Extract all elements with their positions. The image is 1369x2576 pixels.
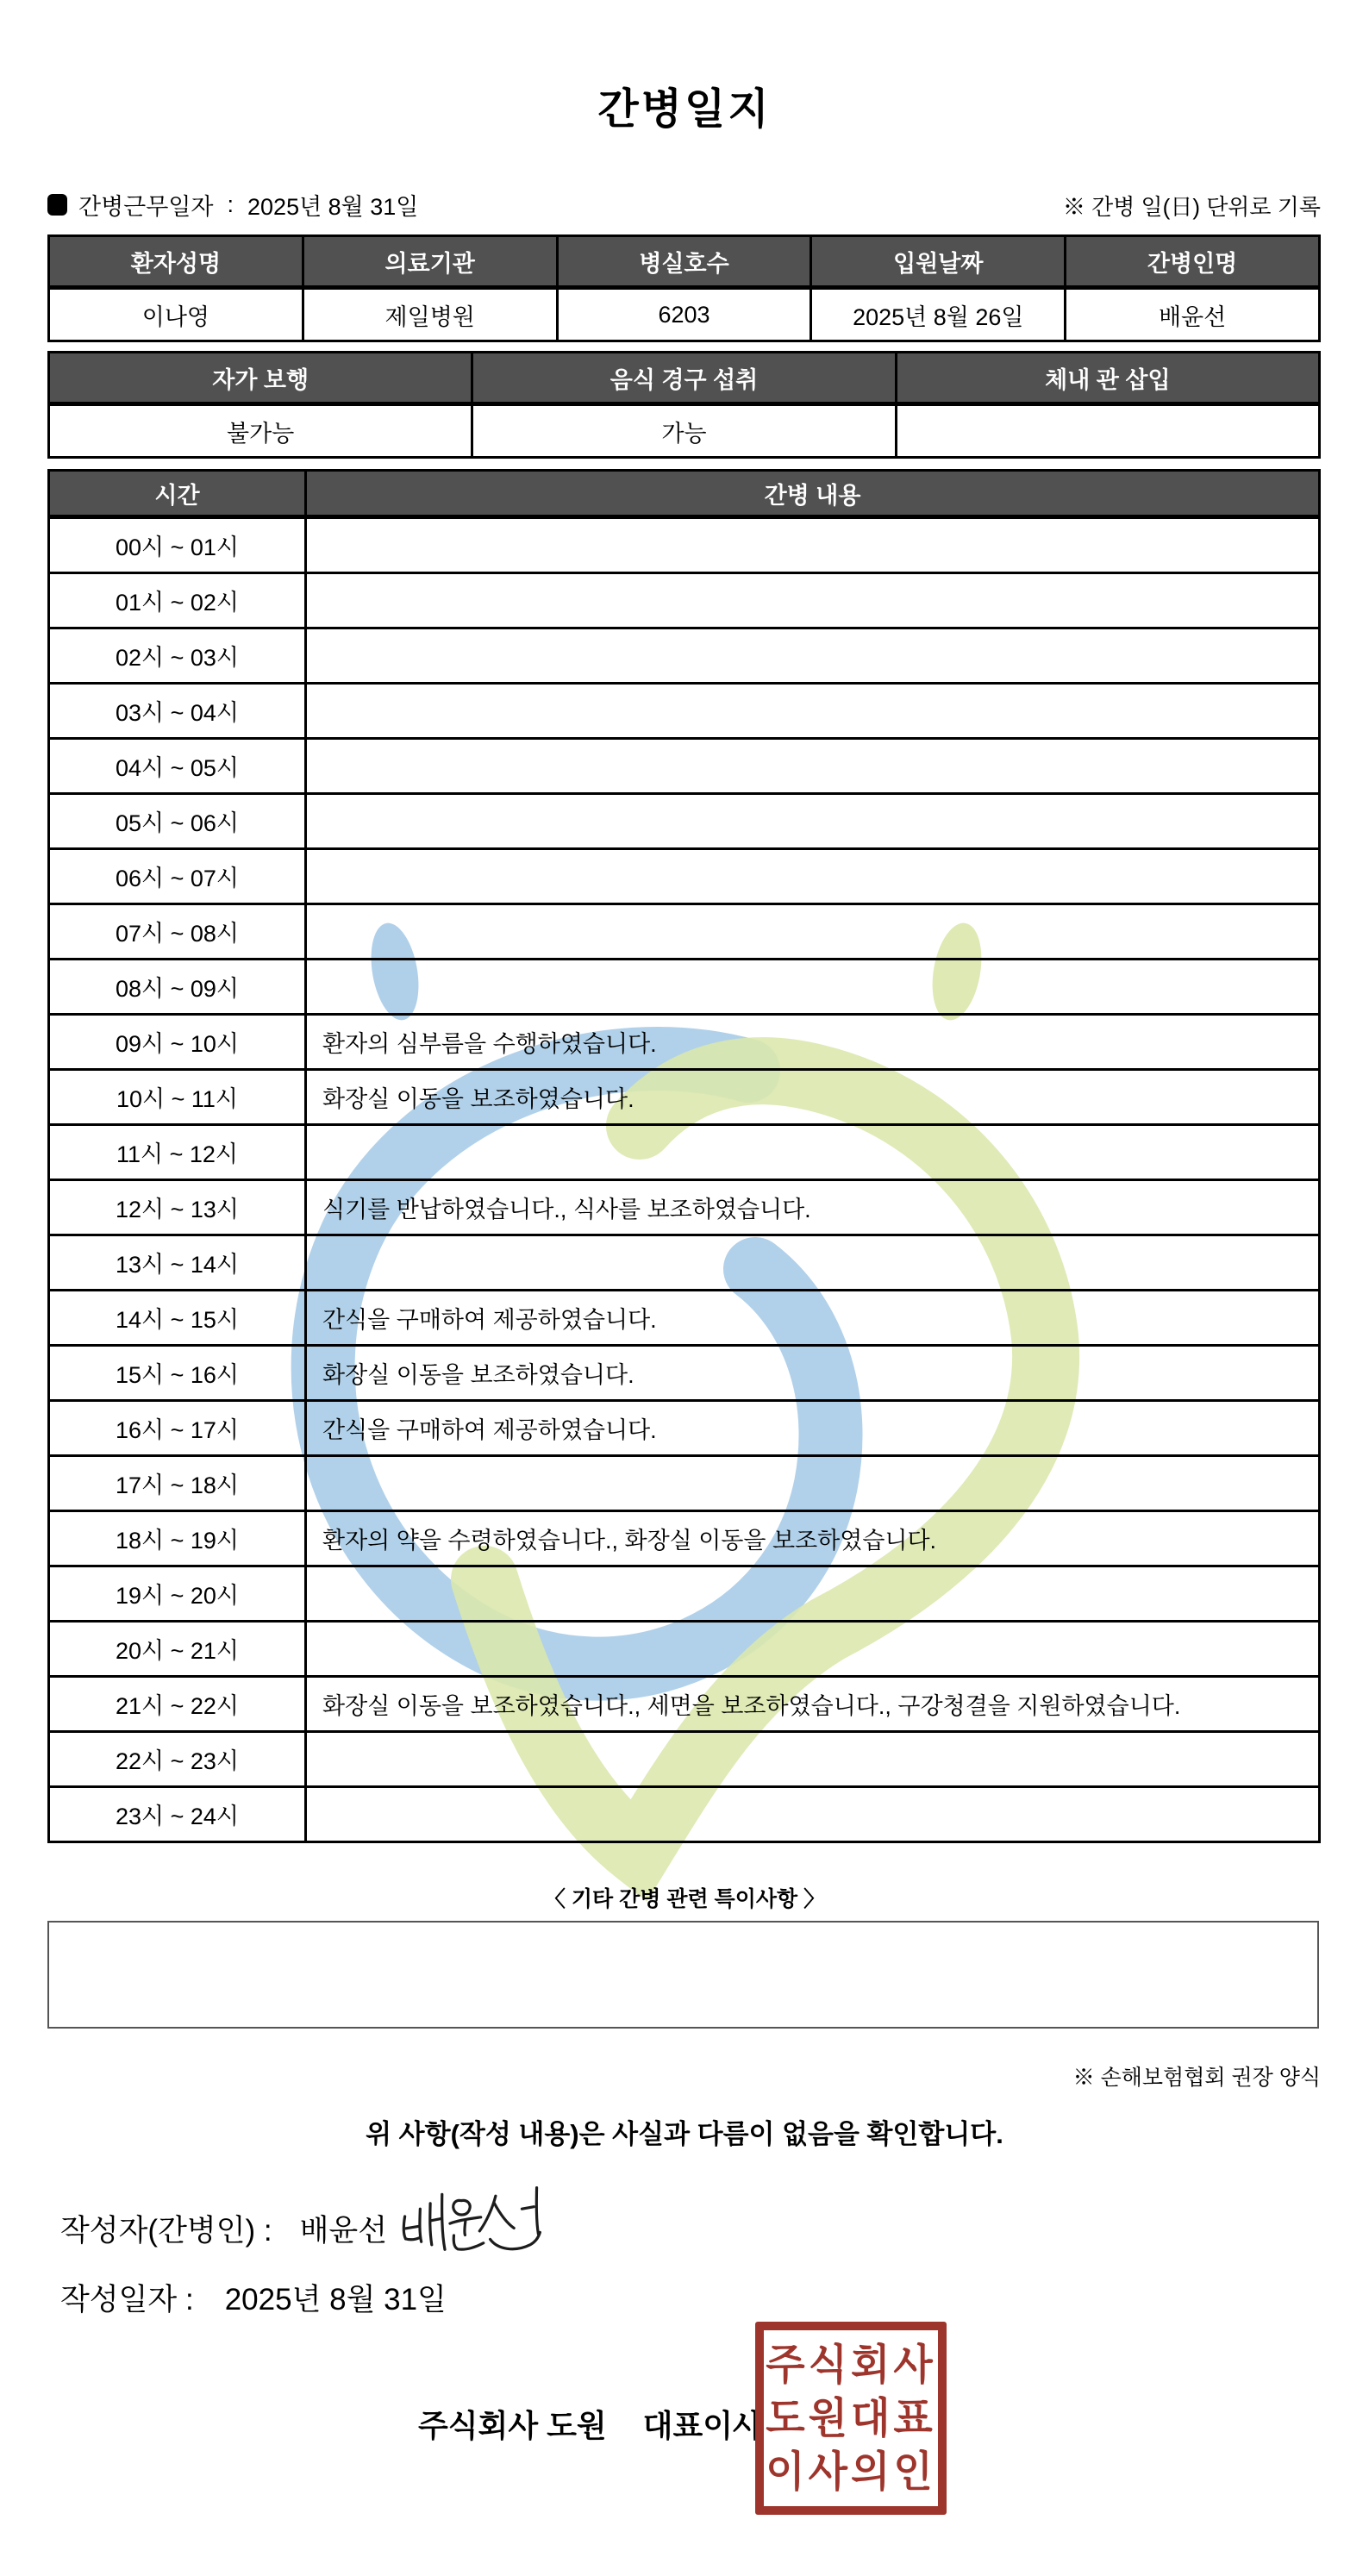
unit-note: ※ 간병 일(日) 단위로 기록 (1062, 194, 1321, 220)
care-row-time: 16시 ~ 17시 (49, 1401, 306, 1456)
care-table-row (49, 739, 1320, 794)
care-row-content (306, 1456, 1320, 1511)
care-row-content: 환자의 약을 수령하였습니다., 화장실 이동을 보조하였습니다. (306, 1511, 1320, 1566)
care-row-time: 05시 ~ 06시 (49, 794, 306, 849)
care-log-table (47, 469, 1321, 1843)
value-oral-intake: 가능 (472, 404, 896, 458)
header-patient-name: 환자성명 (49, 236, 303, 288)
patient-info-table (47, 234, 1321, 342)
notes-box (47, 1921, 1319, 2029)
care-row-time: 06시 ~ 07시 (49, 849, 306, 904)
care-table-row (49, 1180, 1320, 1235)
care-row-content (306, 1235, 1320, 1291)
care-row-time: 07시 ~ 08시 (49, 904, 306, 960)
page-title: 간병일지 (597, 86, 772, 133)
ceo-role: 대표이사 (642, 2408, 763, 2443)
care-row-content (306, 904, 1320, 960)
care-row-content: 식기를 반납하였습니다., 식사를 보조하였습니다. (306, 1180, 1320, 1235)
work-date-line (47, 188, 418, 222)
date-value: 2025년 8월 31일 (224, 2283, 447, 2317)
header-care-content: 간병 내용 (306, 471, 1320, 517)
care-row-time: 09시 ~ 10시 (49, 1015, 306, 1070)
condition-table-value-row (49, 404, 1320, 458)
care-row-content: 간식을 구매하여 제공하였습니다. (306, 1401, 1320, 1456)
writer-label: 작성자(간병인) : (60, 2214, 272, 2248)
care-row-content (306, 573, 1320, 628)
care-table-row (49, 1456, 1320, 1511)
care-row-time: 12시 ~ 13시 (49, 1180, 306, 1235)
header-medical-institution: 의료기관 (303, 236, 557, 288)
writer-line (60, 2207, 387, 2250)
care-row-time: 21시 ~ 22시 (49, 1677, 306, 1732)
colon-separator: : (227, 191, 234, 217)
care-row-content (306, 960, 1320, 1015)
care-row-time: 00시 ~ 01시 (49, 517, 306, 573)
header-admission-date: 입원날짜 (811, 236, 1066, 288)
care-table-row (49, 1291, 1320, 1346)
care-table-row (49, 628, 1320, 684)
condition-table (47, 351, 1321, 459)
care-row-content (306, 1566, 1320, 1622)
value-patient-name: 이나영 (49, 288, 303, 341)
care-table-row (49, 1015, 1320, 1070)
company-name: 주식회사 도원 (418, 2408, 607, 2443)
care-row-content (306, 849, 1320, 904)
care-row-time: 13시 ~ 14시 (49, 1235, 306, 1291)
care-row-time: 04시 ~ 05시 (49, 739, 306, 794)
care-table-row (49, 1070, 1320, 1125)
handwritten-signature (386, 2181, 567, 2267)
care-table-row (49, 1566, 1320, 1622)
care-row-content (306, 794, 1320, 849)
header-caregiver-name: 간병인명 (1066, 236, 1320, 288)
care-row-time: 22시 ~ 23시 (49, 1732, 306, 1787)
care-row-time: 02시 ~ 03시 (49, 628, 306, 684)
care-table-row (49, 960, 1320, 1015)
care-row-content (306, 739, 1320, 794)
header-self-walking: 자가 보행 (49, 353, 472, 404)
care-table-row (49, 684, 1320, 739)
care-row-content (306, 1732, 1320, 1787)
header-oral-intake: 음식 경구 섭취 (472, 353, 896, 404)
care-row-time: 01시 ~ 02시 (49, 573, 306, 628)
care-row-time: 23시 ~ 24시 (49, 1787, 306, 1842)
value-admission-date: 2025년 8월 26일 (811, 288, 1066, 341)
value-caregiver-name: 배윤선 (1066, 288, 1320, 341)
header-time: 시간 (49, 471, 306, 517)
care-table-row (49, 1622, 1320, 1677)
condition-table-header-row (49, 353, 1320, 404)
care-row-time: 20시 ~ 21시 (49, 1622, 306, 1677)
care-table-row (49, 517, 1320, 573)
care-table-row (49, 1732, 1320, 1787)
writer-name: 배윤선 (299, 2214, 388, 2248)
care-row-content: 화장실 이동을 보조하였습니다. (306, 1346, 1320, 1401)
care-row-content: 화장실 이동을 보조하였습니다. (306, 1070, 1320, 1125)
care-table-body (49, 471, 1320, 1842)
care-row-content: 환자의 심부름을 수행하였습니다. (306, 1015, 1320, 1070)
care-row-time: 03시 ~ 04시 (49, 684, 306, 739)
value-medical-institution: 제일병원 (303, 288, 557, 341)
care-row-content (306, 628, 1320, 684)
form-note: ※ 손해보험협회 권장 양식 (1072, 2066, 1321, 2090)
value-room-number: 6203 (557, 288, 811, 341)
value-internal-tube (896, 404, 1319, 458)
care-table-row (49, 849, 1320, 904)
care-table-row (49, 573, 1320, 628)
care-table-row (49, 1511, 1320, 1566)
patient-table-header-row (49, 236, 1320, 288)
care-row-content: 화장실 이동을 보조하였습니다., 세면을 보조하였습니다., 구강청결을 지원하였습니다. (306, 1677, 1320, 1732)
care-table-row (49, 1677, 1320, 1732)
care-table-row (49, 1787, 1320, 1842)
date-label: 작성일자 : (60, 2283, 194, 2317)
care-row-content (306, 1622, 1320, 1677)
care-row-time: 10시 ~ 11시 (49, 1070, 306, 1125)
care-row-content (306, 684, 1320, 739)
care-table-header-row (49, 471, 1320, 517)
care-row-content: 간식을 구매하여 제공하였습니다. (306, 1291, 1320, 1346)
care-table-row (49, 794, 1320, 849)
company-line (418, 2402, 763, 2446)
stamp-row-1: 주식회사 (766, 2340, 936, 2389)
date-line (60, 2276, 447, 2319)
care-table-row (49, 1235, 1320, 1291)
notes-heading: 〈 기타 간병 관련 특이사항 〉 (543, 1887, 826, 1911)
care-table-row (49, 1346, 1320, 1401)
care-table-row (49, 1125, 1320, 1180)
patient-table-value-row (49, 288, 1320, 341)
care-table-row (49, 1401, 1320, 1456)
care-row-content (306, 517, 1320, 573)
corporate-seal-stamp (755, 2322, 947, 2515)
care-row-time: 19시 ~ 20시 (49, 1566, 306, 1622)
care-table-row (49, 904, 1320, 960)
meta-row (47, 188, 1321, 222)
stamp-row-2: 도원대표 (766, 2393, 936, 2442)
square-bullet-icon (47, 194, 67, 216)
care-row-content (306, 1787, 1320, 1842)
value-self-walking: 불가능 (49, 404, 472, 458)
care-row-time: 08시 ~ 09시 (49, 960, 306, 1015)
care-row-time: 14시 ~ 15시 (49, 1291, 306, 1346)
header-room-number: 병실호수 (557, 236, 811, 288)
header-internal-tube: 체내 관 삽입 (896, 353, 1319, 404)
stamp-row-3: 이사의인 (766, 2447, 936, 2496)
care-row-time: 18시 ~ 19시 (49, 1511, 306, 1566)
care-row-time: 15시 ~ 16시 (49, 1346, 306, 1401)
work-date-value: 2025년 8월 31일 (247, 194, 419, 220)
care-row-time: 11시 ~ 12시 (49, 1125, 306, 1180)
care-row-time: 17시 ~ 18시 (49, 1456, 306, 1511)
care-row-content (306, 1125, 1320, 1180)
work-date-label: 간병근무일자 (78, 194, 214, 220)
confirmation-statement: 위 사항(작성 내용)은 사실과 다름이 없음을 확인합니다. (366, 2119, 1003, 2149)
